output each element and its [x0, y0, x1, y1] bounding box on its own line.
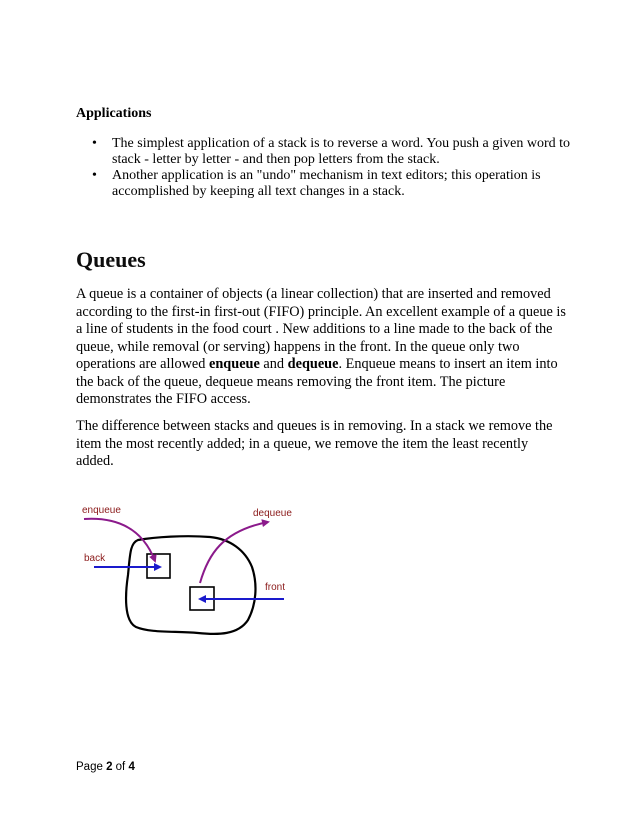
applications-list — [92, 136, 572, 200]
list-item — [92, 168, 572, 200]
dequeue-arrow — [200, 522, 268, 583]
queues-paragraph-1 — [76, 286, 566, 409]
bullet-icon: • — [92, 168, 97, 183]
queue-diagram — [60, 495, 320, 665]
list-item-text: Another application is an "undo" mechanism in text editors; this operation is accomplished by keeping all text changes in a stack. — [112, 168, 541, 199]
queue-container-outline — [126, 536, 255, 634]
dequeue-term: dequeue — [287, 356, 339, 372]
enqueue-label: enqueue — [82, 505, 121, 516]
queues-paragraph-2: The difference between stacks and queues is in removing. In a stack we remove the item the most recently added; in a queue, we remove the item the least recently added. — [76, 418, 553, 469]
front-label: front — [265, 582, 286, 593]
footer-prefix: Page — [76, 761, 107, 773]
paragraph-text: and — [259, 356, 288, 372]
list-item-text: The simplest application of a stack is to reverse a word. You push a given word to stack - letter by letter - and then pop letters from the stack. — [112, 136, 571, 167]
bullet-icon: • — [92, 136, 97, 151]
applications-heading: Applications — [76, 106, 152, 121]
paragraph-text: . Enqueue means to insert an item into the back of the queue, dequeue means removing the front item. The picture demonstrates the FIFO access. — [76, 356, 558, 407]
total-page-number: 4 — [128, 761, 135, 773]
dequeue-label: dequeue — [253, 508, 292, 519]
footer-of: of — [112, 761, 129, 773]
page-number-footer — [76, 761, 135, 773]
queues-heading: Queues — [76, 247, 146, 272]
back-label: back — [84, 553, 106, 564]
enqueue-term: enqueue — [209, 356, 260, 372]
current-page-number: 2 — [106, 761, 113, 773]
list-item — [92, 136, 572, 168]
paragraph-text: A queue is a container of objects (a linear collection) that are inserted and removed according to the first-in first-out (FIFO) principle. An excellent example of a queue is a line of students in the food court . New additions to a line made to the back of the queue, while removal (or serving) happens in the front. In the queue only two operations are allowed — [76, 286, 566, 372]
